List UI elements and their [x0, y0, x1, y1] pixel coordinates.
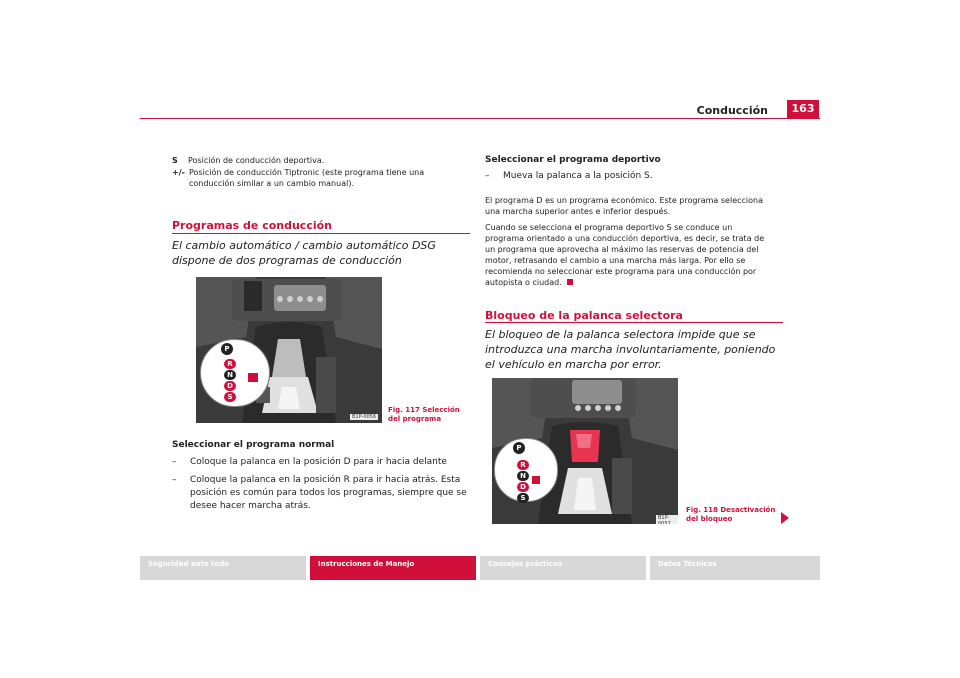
gear-s-icon: S: [517, 493, 529, 503]
gear-p-icon: P: [221, 343, 233, 355]
gear-n-icon: N: [517, 471, 529, 481]
gear-d-icon: D: [224, 381, 236, 391]
list-item: – Mueva la palanca a la posición S.: [485, 171, 653, 181]
gear-r-icon: R: [517, 460, 529, 470]
footer-tab-technical[interactable]: Datos Técnicos: [650, 556, 820, 580]
subheading-sport: Seleccionar el programa deportivo: [485, 155, 661, 165]
gear-p-icon: P: [513, 442, 525, 454]
header-divider: [140, 118, 820, 119]
gear-r-icon: R: [224, 359, 236, 369]
next-page-arrow-icon[interactable]: [781, 512, 789, 524]
definition-s: S Posición de conducción deportiva.: [172, 156, 325, 165]
gear-indicator-inset: [494, 438, 558, 502]
figure-118-caption: Fig. 118 Desactivación del bloqueo: [686, 506, 776, 523]
section-divider: [485, 322, 783, 323]
list-item: – Coloque la palanca en la posición R para ir hacia atrás. Esta posición es común para todos los programas, siempre que se desee hacer marcha atrás.: [172, 475, 467, 511]
figure-118-image: [492, 378, 678, 524]
footer-tab-operating[interactable]: Instrucciones de Manejo: [310, 556, 476, 580]
gear-lock-marker: [248, 373, 258, 382]
gear-lock-marker: [532, 476, 540, 484]
footer-tab-tips[interactable]: Consejos prácticos: [480, 556, 646, 580]
section-intro: El cambio automático / cambio automático DSG dispone de dos programas de conducción: [172, 239, 436, 267]
gear-n-icon: N: [224, 370, 236, 380]
section-title-lock: Bloqueo de la palanca selectora: [485, 309, 683, 322]
figure-code: B1P-0056: [352, 414, 377, 420]
page-number: 163: [787, 100, 819, 118]
section-title-programs: Programas de conducción: [172, 219, 333, 232]
section-divider: [172, 233, 470, 234]
gear-s-icon: S: [224, 392, 236, 402]
list-item: – Coloque la palanca en la posición D para ir hacia delante: [172, 457, 447, 467]
gear-d-icon: D: [517, 482, 529, 492]
definition-tiptronic: +/- Posición de conducción Tiptronic (este programa tiene una conducción similar a un cambio manual).: [172, 168, 425, 188]
end-of-section-icon: [567, 279, 573, 285]
figure-117-caption: Fig. 117 Selección del programa: [388, 406, 460, 423]
section-intro: El bloqueo de la palanca selectora impide que se introduzca una marcha involuntariamente, poniendo el vehículo en marcha por error.: [485, 328, 776, 371]
page-title: Conducción: [696, 104, 768, 117]
subheading-normal: Seleccionar el programa normal: [172, 440, 335, 450]
figure-117-image: [196, 277, 382, 423]
paragraph-sport: Cuando se selecciona el programa deportivo S se conduce un programa orientado a una conducción deportiva, es decir, se trata de un programa que aprovecha al máximo las reservas de potencia del motor, retrasando el cambio a una marcha más larga. Por ello se recomienda no seleccionar este programa para una conducción por autopista o ciudad.: [485, 223, 765, 287]
paragraph-economy: El programa D es un programa económico. Este programa selecciona una marcha superior antes e inferior después.: [485, 196, 763, 216]
footer-tab-safety[interactable]: Seguridad ante todo: [140, 556, 306, 580]
figure-code: B1P-0057: [656, 515, 678, 524]
